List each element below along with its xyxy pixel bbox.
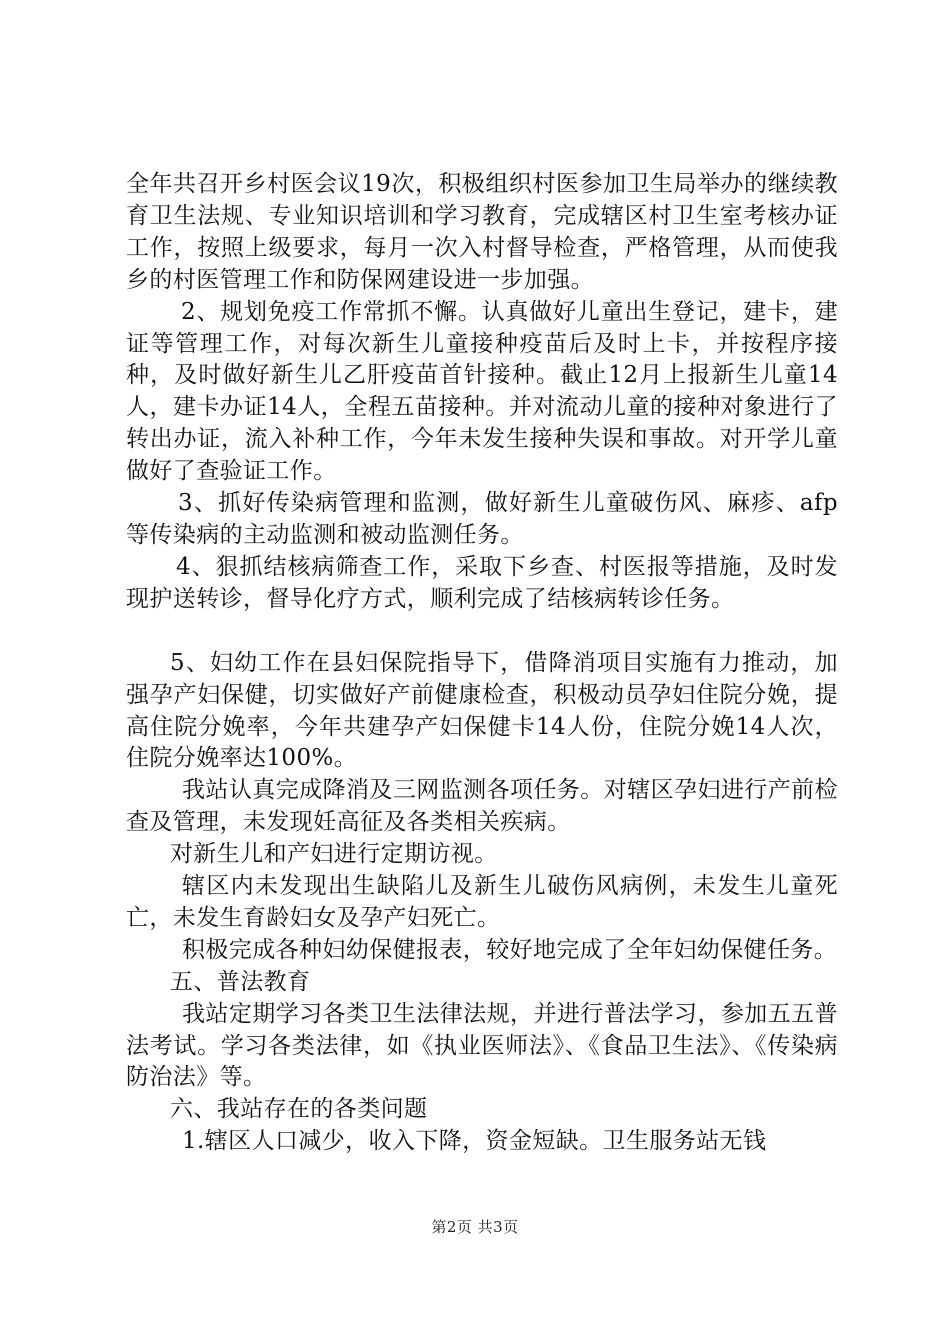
paragraph-legal-study: 我站定期学习各类卫生法律法规，并进行普法学习，参加五五普法考试。学习各类法律，如《执业医师法》、《食品卫生法》、《传染病防治法》等。	[126, 1000, 838, 1091]
section-heading-legal-education: 五、普法教育	[170, 968, 311, 995]
paragraph-problem-1: 1.辖区人口减少，收入下降，资金短缺。卫生服务站无钱	[182, 1128, 767, 1155]
paragraph-maternal-child-health: 5、妇幼工作在县妇保院指导下，借降消项目实施有力推动，加强孕产妇保健，切实做好产前健康检查，积极动员孕妇住院分娩，提高住院分娩率，今年共建孕产妇保健卡14人份，住院分娩14人次，住院分娩率达100%。	[126, 649, 838, 772]
document-body	[126, 169, 838, 1158]
page-number-footer: 第2页 共3页	[431, 1218, 519, 1236]
paragraph-immunization: 2、规划免疫工作常抓不懈。认真做好儿童出生登记，建卡，建证等管理工作，对每次新生儿童接种疫苗后及时上卡，并按程序接种，及时做好新生儿乙肝疫苗首针接种。截止12月上报新生儿童14人，建卡办证14人，全程五苗接种。并对流动儿童的接种对象进行了转出办证，流入补种工作，今年未发生接种失误和事故。对开学儿童做好了查验证工作。	[126, 298, 838, 485]
paragraph-monitoring-tasks: 我站认真完成降消及三网监测各项任务。对辖区孕妇进行产前检查及管理，未发现妊高征及各类相关疾病。	[126, 777, 838, 836]
paragraph-postnatal-visits: 对新生儿和产妇进行定期访视。	[170, 841, 498, 868]
paragraph-health-reports: 积极完成各种妇幼保健报表，较好地完成了全年妇幼保健任务。	[182, 936, 838, 963]
paragraph-tuberculosis: 4、狠抓结核病筛查工作，采取下乡查、村医报等措施，及时发现护送转诊，督导化疗方式，顺利完成了结核病转诊任务。	[126, 553, 838, 612]
section-heading-problems: 六、我站存在的各类问题	[170, 1096, 428, 1123]
paragraph-birth-defects: 辖区内未发现出生缺陷儿及新生儿破伤风病例，未发生儿童死亡，未发生育龄妇女及孕产妇死亡。	[126, 873, 838, 931]
paragraph-village-doctor-meetings: 全年共召开乡村医会议19次，积极组织村医参加卫生局举办的继续教育卫生法规、专业知识培训和学习教育，完成辖区村卫生室考核办证工作，按照上级要求，每月一次入村督导检查，严格管理，从而使我乡的村医管理工作和防保网建设进一步加强。	[126, 171, 838, 293]
paragraph-infectious-disease: 3、抓好传染病管理和监测，做好新生儿童破伤风、麻疹、afp等传染病的主动监测和被动监测任务。	[126, 490, 838, 548]
